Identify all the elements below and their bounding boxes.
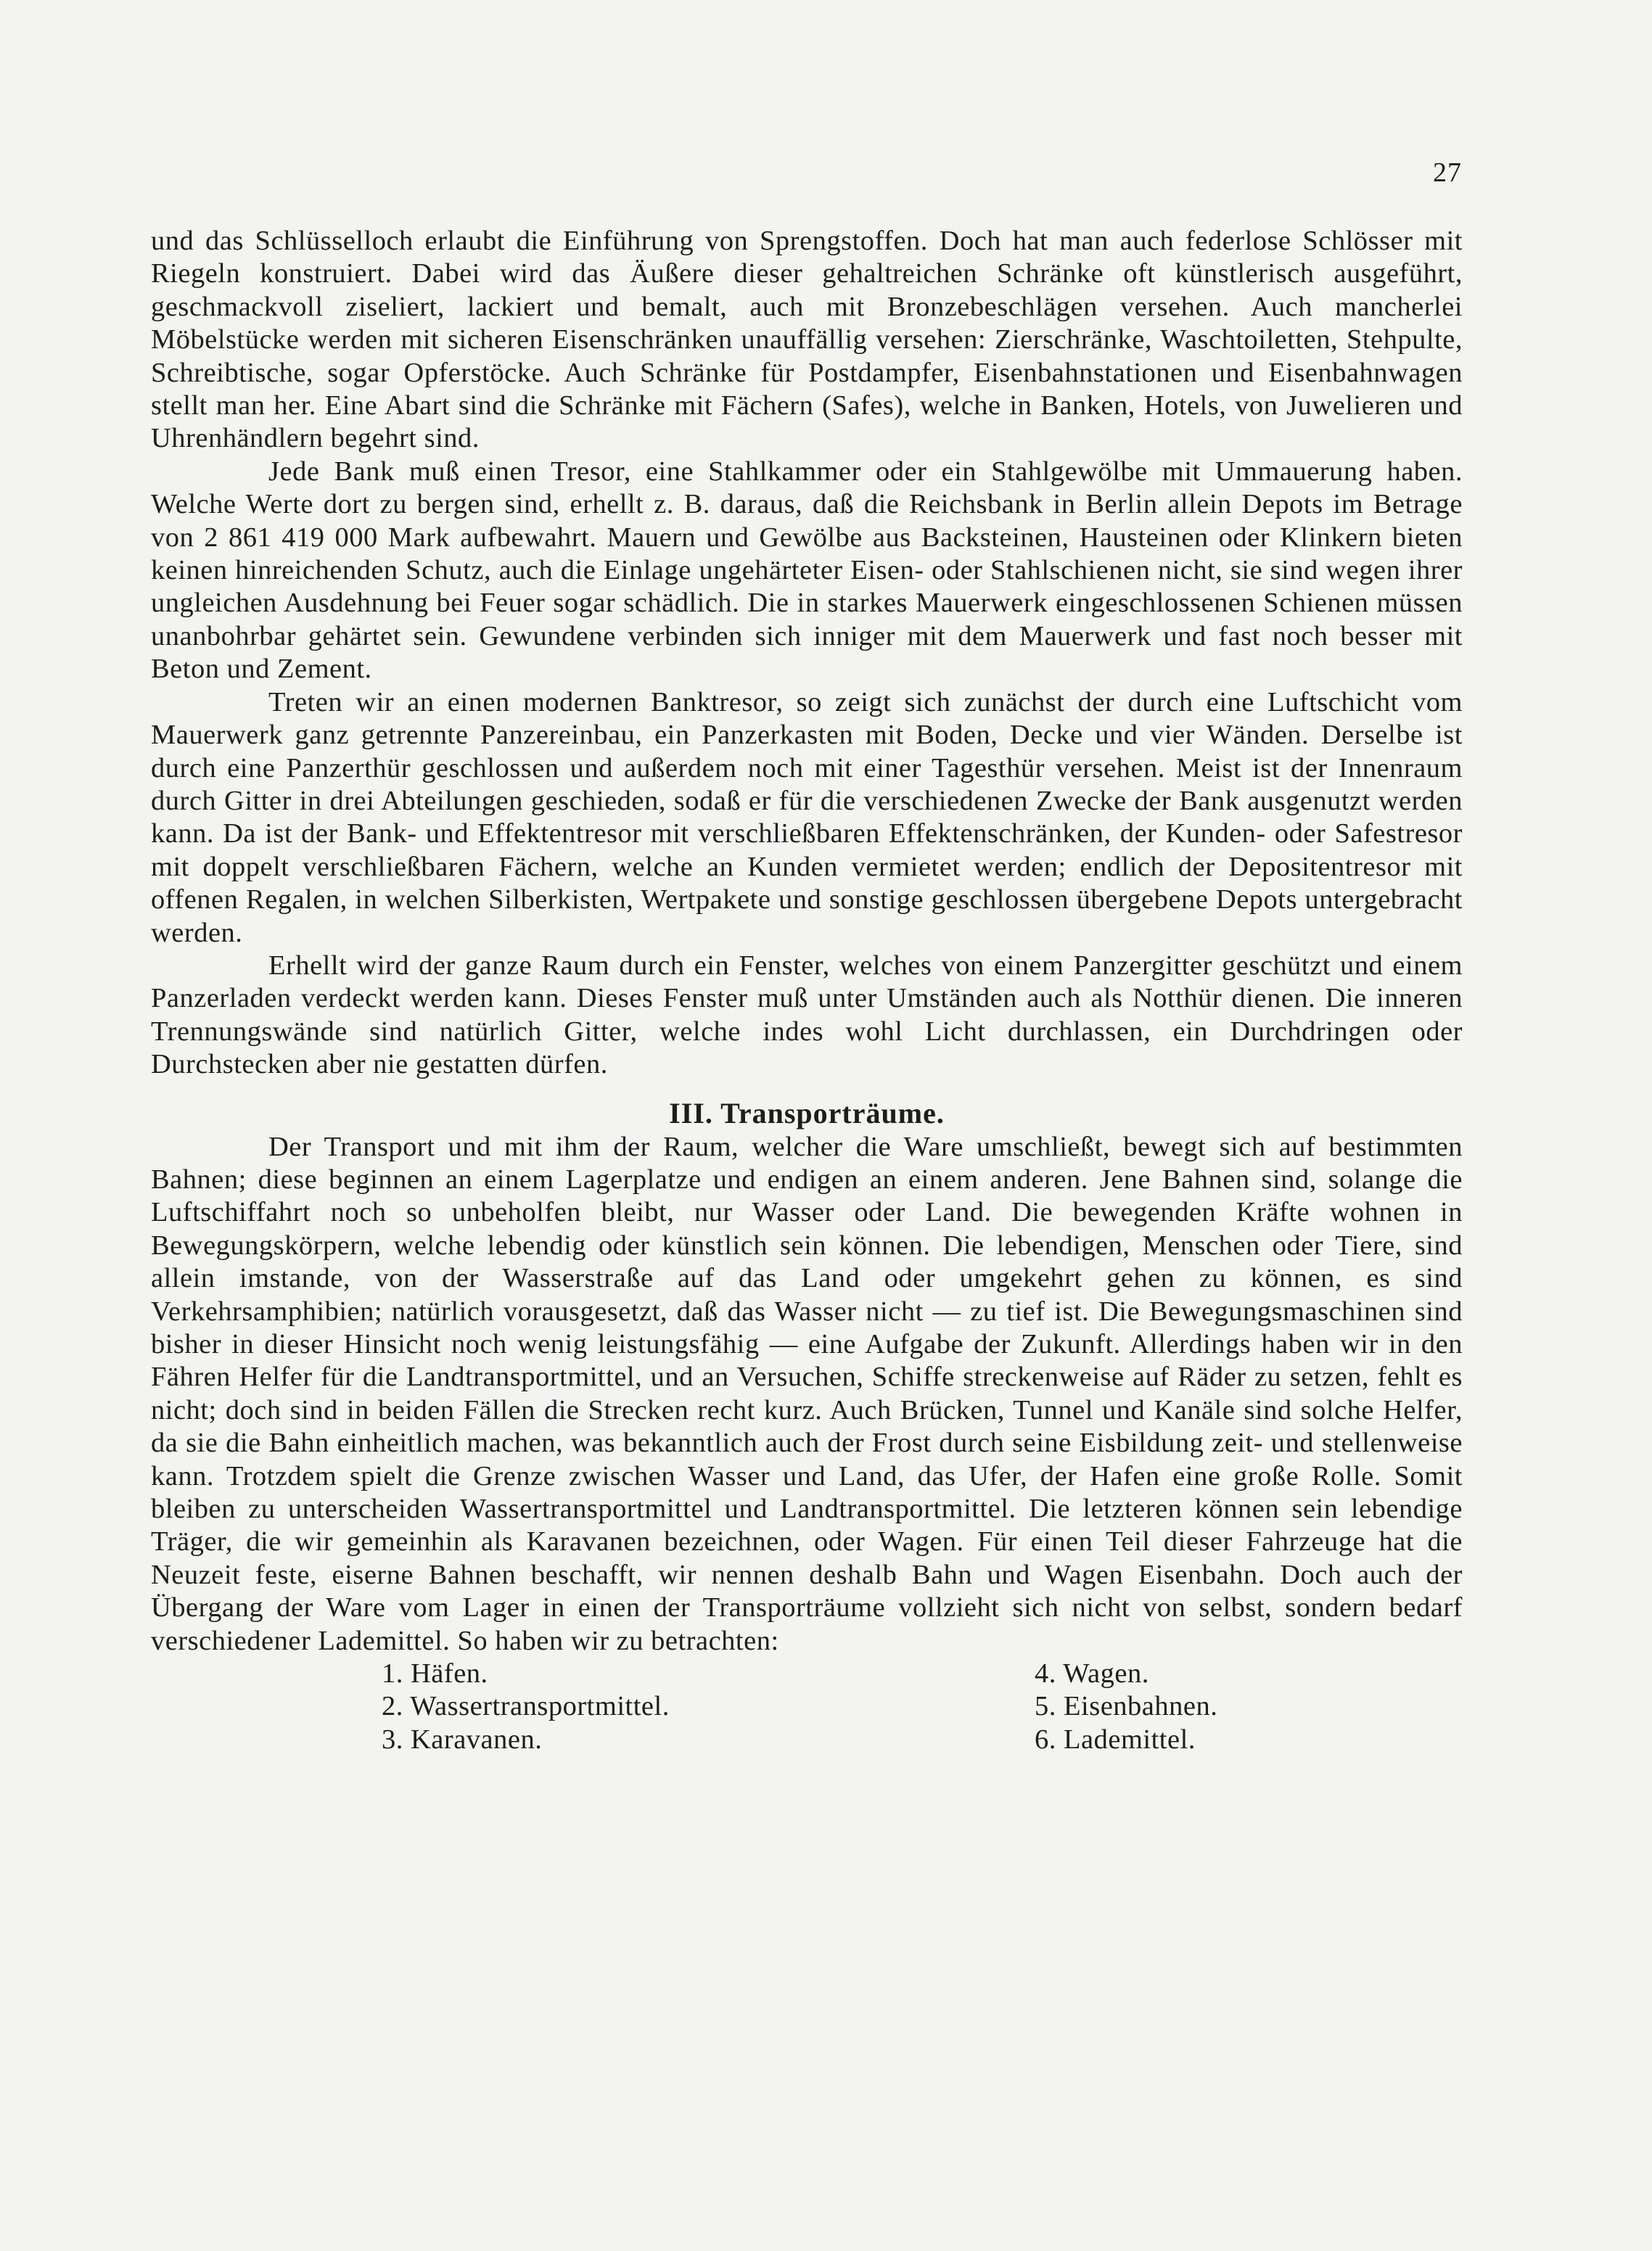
paragraph: Erhellt wird der ganze Raum durch ein Fenster, welches von einem Panzergitter geschützt und einem Panzerladen verdeckt werden kann. Dieses Fenster muß unter Umständen auch als Notthür dienen. Die inneren Trennungswände sind natürlich Gitter, welche indes wohl Licht durchlassen, ein Durchdringen oder Durchstecken aber nie gestatten dürfen. xyxy=(151,950,1463,1080)
paragraph: Der Transport und mit ihm der Raum, welcher die Ware umschließt, bewegt sich auf bestimmten Bahnen; diese beginnen an einem Lagerplatze und endigen an einem anderen. Jene Bahnen sind, solange die Luftschiffahrt noch so unbeholfen bleibt, nur Wasser oder Land. Die bewegenden Kräfte wohnen in Bewegungskörpern, welche lebendig oder künstlich sein können. Die lebendigen, Menschen oder Tiere, sind allein imstande, von der Wasserstraße auf das Land oder umgekehrt gehen zu können, es sind Verkehrsamphibien; natürlich vorausgesetzt, daß das Wasser nicht — zu tief ist. Die Bewegungsmaschinen sind bisher in dieser Hinsicht noch wenig leistungsfähig — eine Aufgabe der Zukunft. Allerdings haben wir in den Fähren Helfer für die Landtransportmittel, und an Versuchen, Schiffe streckenweise auf Räder zu setzen, fehlt es nicht; doch sind in beiden Fällen die Strecken recht kurz. Auch Brücken, Tunnel und Kanäle sind solche Helfer, da sie die Bahn einheitlich machen, was bekanntlich auch der Frost durch seine Eisbildung zeit- und stellenweise kann. Trotzdem spielt die Grenze zwischen Wasser und Land, das Ufer, der Hafen eine große Rolle. Somit bleiben zu unterscheiden Wassertransportmittel und Landtransportmittel. Die letzteren können sein lebendige Träger, die wir gemeinhin als Karavanen bezeichnen, oder Wagen. Für einen Teil dieser Fahrzeuge hat die Neuzeit feste, eiserne Bahnen beschafft, wir nennen deshalb Bahn und Wagen Eisenbahn. Doch auch der Übergang der Ware vom Lager in einen der Transporträume vollzieht sich nicht von selbst, sondern bedarf verschiedener Lademittel. So haben wir zu betrachten: xyxy=(151,1131,1463,1656)
list-item: 2. Wassertransportmittel. xyxy=(382,1691,670,1722)
section-heading: III. Transporträume. xyxy=(669,1096,945,1129)
list-item: 6. Lademittel. xyxy=(1035,1724,1196,1755)
page-body xyxy=(151,225,1463,1756)
paragraph: Treten wir an einen modernen Banktresor, so zeigt sich zunächst der durch eine Luftschicht vom Mauerwerk ganz getrennte Panzereinbau, ein Panzerkasten mit Boden, Decke und vier Wänden. Derselbe ist durch eine Panzerthür geschlossen und außerdem noch mit einer Tagesthür versehen. Meist ist der Innenraum durch Gitter in drei Abteilungen geschieden, sodaß er für die verschiedenen Zwecke der Bank ausgenutzt werden kann. Da ist der Bank- und Effektentresor mit verschließbaren Effektenschränken, der Kunden- oder Safestresor mit doppelt verschließbaren Fächern, welche an Kunden vermietet werden; endlich der Depositentresor mit offenen Regalen, in welchen Silberkisten, Wertpakete und sonstige geschlossen übergebene Depots untergebracht werden. xyxy=(151,686,1463,948)
list-item: 1. Häfen. xyxy=(382,1658,488,1690)
enumeration-list xyxy=(382,1658,1463,1756)
list-item: 4. Wagen. xyxy=(1035,1658,1149,1690)
list-item: 5. Eisenbahnen. xyxy=(1035,1691,1218,1722)
page-number: 27 xyxy=(1433,157,1462,188)
paragraph: Jede Bank muß einen Tresor, eine Stahlkammer oder ein Stahlgewölbe mit Ummauerung haben. Welche Werte dort zu bergen sind, erhellt z. B. daraus, daß die Reichsbank in Berlin allein Depots im Betrage von 2 861 419 000 Mark aufbewahrt. Mauern und Gewölbe aus Backsteinen, Hausteinen oder Klinkern bieten keinen hinreichenden Schutz, auch die Einlage ungehärteter Eisen- oder Stahlschienen nicht, sie sind wegen ihrer ungleichen Ausdehnung bei Feuer sogar schädlich. Die in starkes Mauerwerk eingeschlossenen Schienen müssen unanbohrbar gehärtet sein. Gewundene verbinden sich inniger mit dem Mauerwerk und fast noch besser mit Beton und Zement. xyxy=(151,456,1463,685)
paragraph: und das Schlüsselloch erlaubt die Einführung von Sprengstoffen. Doch hat man auch federlose Schlösser mit Riegeln konstruiert. Dabei wird das Äußere dieser gehaltreichen Schränke oft künstlerisch ausgeführt, geschmackvoll ziseliert, lackiert und bemalt, auch mit Bronzebeschlägen versehen. Auch mancherlei Möbelstücke werden mit sicheren Eisenschränken unauffällig versehen: Zierschränke, Waschtoiletten, Stehpulte, Schreibtische, sogar Opferstöcke. Auch Schränke für Postdampfer, Eisenbahnstationen und Eisenbahnwagen stellt man her. Eine Abart sind die Schränke mit Fächern (Safes), welche in Banken, Hotels, von Juwelieren und Uhrenhändlern begehrt sind. xyxy=(151,226,1463,454)
list-item: 3. Karavanen. xyxy=(382,1724,543,1755)
